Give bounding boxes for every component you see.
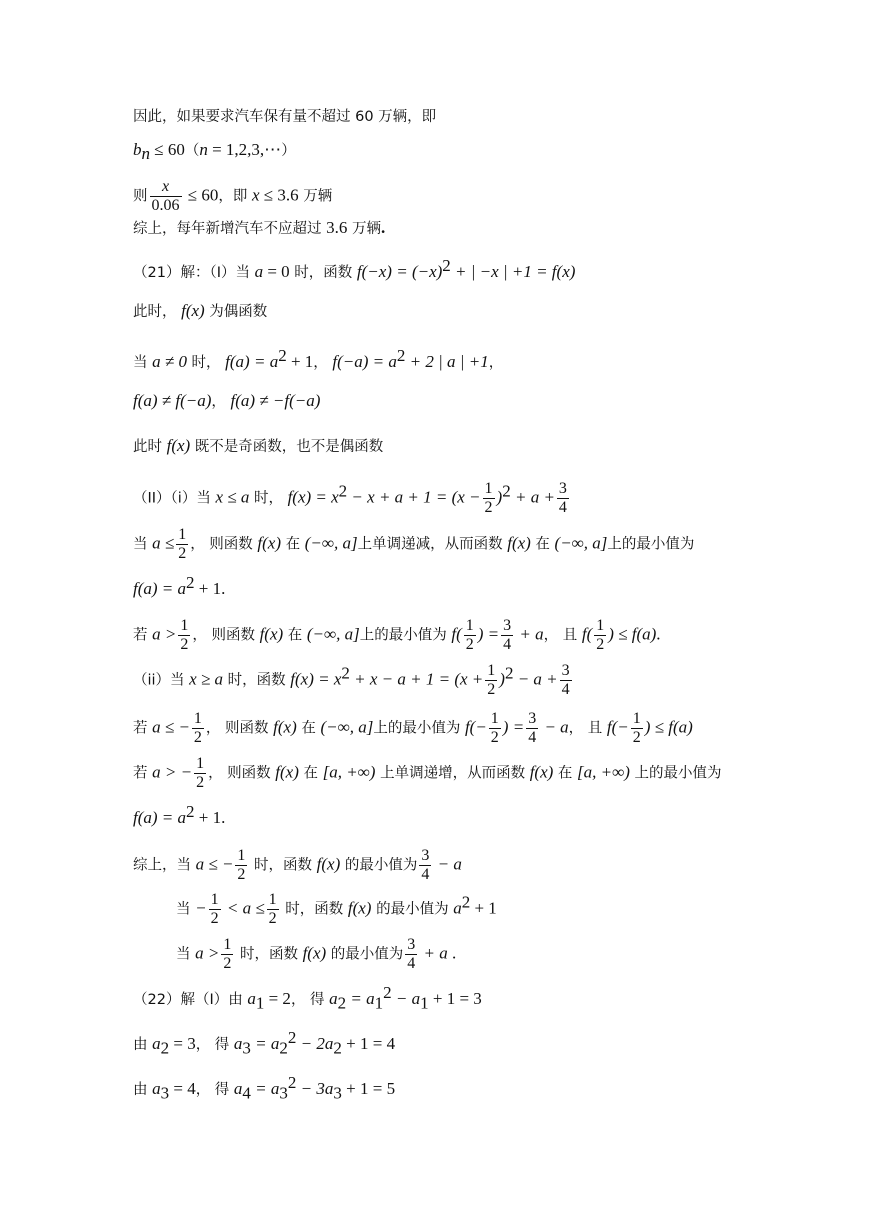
fraction [235,847,247,884]
period: . [221,579,226,599]
text: 的最小值为 [340,857,418,874]
fraction [594,617,606,654]
denominator: 2 [632,729,641,746]
exponent: 2 [442,256,451,275]
expr: ≤ 60 [150,140,185,159]
numerator: 1 [632,710,641,727]
expr: = a [250,1034,280,1054]
var: a [329,989,338,1009]
subscript: 3 [279,1083,288,1103]
denominator: 2 [193,729,202,746]
expr: f( [581,624,593,644]
exponent: 2 [338,481,348,501]
expr: f(a) = a [133,808,187,828]
expr: ≤ 3.6 [259,185,299,205]
denominator: 4 [421,866,430,883]
text: 若 [133,765,153,782]
paren: ） [281,143,296,159]
var: b [133,140,142,159]
denominator: 2 [487,681,496,698]
exponent: 2 [383,983,392,1002]
expr: x ≤ a [215,487,250,507]
text: 时，函数 [223,672,291,689]
text: ， [211,394,231,410]
formula-line [133,983,482,1013]
text: 时，函数 [249,857,317,874]
expr: + 1 [194,579,222,599]
period: . [380,218,386,237]
formula-line [133,617,661,654]
denominator: 2 [210,910,219,927]
fraction [209,891,221,928]
formula-line [133,710,693,747]
expr: f(x) [507,533,531,553]
text: （22）解（I）由 [133,992,248,1009]
text: ， 则函数 [192,627,260,644]
subscript: 2 [279,1038,288,1058]
formula-line [133,573,225,599]
var: n [199,140,208,159]
text: 当 [176,946,196,963]
expr: f(a) = a [133,579,187,599]
text: 在 [298,765,323,782]
expr: f(− [606,717,629,737]
expr: + 1 = 3 [428,989,482,1009]
text: 时，函数 [280,901,348,918]
expr: f(a) ≠ f(−a) [133,391,212,410]
var: a [254,262,264,282]
text: ， [313,355,333,372]
text: 的最小值为 [371,901,454,918]
text: 时， [249,490,288,507]
subscript: 2 [337,993,347,1013]
numerator: 1 [487,662,496,679]
expr: a > [195,943,220,963]
expr: f(x) [529,762,554,782]
denominator: 4 [561,681,570,698]
text: 当 [176,901,196,918]
expr: a ≠ 0 [152,352,187,372]
expr: = 3 [169,1034,196,1054]
denominator: 2 [196,774,205,791]
expr: + x − a + 1 = (x + [349,669,484,689]
var: a [247,989,256,1009]
numerator: 3 [503,617,512,634]
fraction [194,755,206,792]
fraction [631,710,643,747]
expr: = 2 [264,989,291,1009]
text: ， 则函数 [190,536,258,553]
expr: = 1,2,3,⋯ [207,140,282,159]
numerator: 1 [178,526,187,543]
expr: − [195,898,207,918]
denominator: 4 [558,499,567,516]
text: ， 则函数 [205,720,274,737]
expr: ) ≤ f(a) [644,717,693,737]
text: 在 [296,720,321,737]
expr: f(x) [257,533,282,553]
text: 在 [530,536,555,553]
denominator: 2 [490,729,499,746]
denominator: 2 [180,636,189,653]
formula-line [133,1028,395,1058]
formula-line [133,847,462,884]
subscript: 3 [160,1083,170,1103]
numerator: 3 [528,710,537,727]
text: 则 [133,188,148,205]
exponent: 2 [504,663,514,683]
fraction [192,710,204,747]
expr: + | −x | +1 = f(x) [450,262,576,282]
expr: a > [152,624,177,644]
text: 若 [133,627,153,644]
subscript: 1 [374,993,384,1013]
fraction [419,847,431,884]
text: 当 [133,355,153,372]
var: a [233,1079,243,1099]
expr: f(a) = a [225,352,279,372]
expr: = a [250,1079,280,1099]
expr: − 3a [296,1079,334,1099]
denominator: 4 [407,955,416,972]
expr: f(x) = x [287,487,339,507]
expr: f(− [464,717,487,737]
denominator: 2 [484,499,493,516]
text: ， 且 [543,627,582,644]
formula-line [133,755,721,792]
interval: [a, +∞) [322,762,376,782]
numerator: 1 [484,480,493,497]
exponent: 2 [287,1028,297,1047]
text: 因此，如果要求汽车保有量不超过 60 万辆，即 [133,109,437,125]
numerator: 3 [561,662,570,679]
subscript: 3 [242,1038,251,1058]
exponent: 2 [341,663,350,683]
denominator: 2 [223,955,232,972]
exponent: 2 [396,346,406,365]
formula-line [133,526,694,563]
exponent: 2 [186,802,195,821]
text: 上的最小值为 [607,536,695,553]
text: 上的最小值为 [359,627,452,644]
text: （21）解：（I）当 [133,265,255,282]
expr: + 1 = 4 [341,1034,396,1054]
expr: f(x) [181,301,205,320]
text: 时， [186,355,226,372]
numerator: 1 [210,891,219,908]
expr: f(a) ≠ −f(−a) [230,391,321,410]
expr: ) [496,487,503,507]
formula-line [133,662,574,699]
text: 时，函数 [289,265,357,282]
text: 综上，当 [133,857,196,874]
expr: x ≥ a [189,669,224,689]
paren: （ [184,143,200,159]
expr: + 1 [194,808,222,828]
period: . [656,624,661,644]
formula-line [176,936,456,973]
text: 上单调递增，从而函数 [375,765,530,782]
number: 3.6 [326,218,348,237]
interval: (−∞, a] [320,717,374,737]
var: x [251,185,260,205]
fraction [150,178,182,215]
text: 在 [281,536,305,553]
fraction [560,662,572,699]
denominator: 2 [596,636,605,653]
denominator: 0.06 [151,197,180,214]
numerator: 1 [596,617,605,634]
expr: f(x) [302,943,327,963]
text-line [133,436,383,457]
expr: ) = [477,624,500,644]
text-line [133,256,575,283]
expr: a ≤ − [195,854,234,874]
denominator: 2 [178,545,187,562]
expr: + 1 [470,898,497,918]
text: ， 则函数 [208,765,276,782]
var: a [152,1034,161,1054]
fraction [526,710,538,747]
text: ， 得 [195,1082,234,1099]
numerator: x [161,178,170,195]
expr: − x + a + 1 = (x − [347,487,481,507]
text: ， 且 [568,720,607,737]
text: 综上，每年新增汽车不应超过 [133,221,327,237]
text: 若 [133,720,153,737]
fraction [221,936,233,973]
numerator: 1 [490,710,499,727]
exponent: 2 [287,1073,297,1092]
formula-line [133,802,225,828]
denominator: 2 [268,910,277,927]
expr: = 4 [169,1079,196,1099]
text: 万辆 [298,188,333,205]
sub: n [141,144,150,164]
numerator: 1 [196,755,205,772]
text: 的最小值为 [326,946,404,963]
expr: − 2a [296,1034,334,1054]
subscript: 2 [333,1038,342,1058]
expr: f(x) [273,717,297,737]
var: a [152,1079,161,1099]
period: . [447,943,457,963]
subscript: 1 [420,993,429,1013]
text-line [133,106,436,127]
interval: [a, +∞) [577,762,630,782]
expr: + 1 = 5 [341,1079,396,1099]
expr: + 1 [286,352,314,372]
fraction [485,662,497,699]
expr: f(x) [347,898,372,918]
text-line [133,301,267,322]
denominator: 2 [465,636,474,653]
expr: − a [391,989,421,1009]
formula-line [133,178,332,215]
fraction [178,617,190,654]
text: 由 [133,1037,153,1054]
numerator: 1 [193,710,202,727]
expr: f(x) [166,436,191,455]
expr: ) [499,669,505,689]
exponent: 2 [186,573,195,592]
text: ，即 [218,188,252,205]
numerator: 1 [268,891,277,908]
text-line [133,218,385,239]
expr: ) = [502,717,525,737]
fraction [489,710,501,747]
subscript: 1 [255,993,265,1013]
expr: + a [419,943,448,963]
text: 万辆 [347,221,381,237]
fraction [483,480,495,517]
fraction [176,526,188,563]
expr: f(−a) = a [332,352,397,372]
formula-line [133,1073,395,1103]
expr: − a [433,854,462,874]
numerator: 1 [223,936,232,953]
subscript: 3 [333,1083,342,1103]
expr: a > − [152,762,193,782]
expr: f( [451,624,462,644]
interval: (−∞, a] [306,624,360,644]
text: （ii）当 [133,672,190,689]
fraction [464,617,476,654]
numerator: 3 [421,847,430,864]
exponent: 2 [278,346,287,365]
denominator: 4 [528,729,537,746]
text: 由 [133,1082,153,1099]
formula-line [133,391,320,412]
text: ， [488,355,504,372]
var: a [453,898,462,918]
expr: f(x) = x [290,669,342,689]
exponent: 2 [502,481,511,501]
text: （II）（i）当 [133,490,216,507]
expr: f(x) [316,854,341,874]
text: 此时， [133,304,182,320]
text: 在 [553,765,577,782]
expr: − a + [513,669,558,689]
expr: = 0 [263,262,290,282]
fraction [267,891,279,928]
expr: a ≤ − [152,717,190,737]
exponent: 2 [461,892,471,912]
interval: (−∞, a] [304,533,358,553]
numerator: 1 [237,847,246,864]
fraction [405,936,417,973]
text: 在 [283,627,307,644]
fraction [557,480,569,517]
var: a [233,1034,243,1054]
numerator: 3 [558,480,567,497]
text: 此时 [133,439,167,455]
text: ， 得 [290,992,330,1009]
interval: (−∞, a] [554,533,608,553]
expr: ≤ 60 [183,185,219,205]
formula-line [133,140,296,164]
text: 当 [133,536,153,553]
text: 上的最小值为 [629,765,722,782]
expr: f(x) [259,624,284,644]
expr: f(x) [275,762,299,782]
numerator: 1 [180,617,189,634]
expr: + a [515,624,544,644]
text: 时，函数 [235,946,303,963]
numerator: 3 [407,936,416,953]
expr: a ≤ [152,533,175,553]
expr: + a + [510,487,555,507]
text: 为偶函数 [204,304,268,320]
period: . [221,808,226,828]
expr: f(−x) = (−x) [356,262,443,282]
denominator: 4 [503,636,512,653]
text: ， 得 [195,1037,234,1054]
formula-line [176,891,497,928]
denominator: 2 [237,866,246,883]
text: 上单调递减，从而函数 [357,536,508,553]
expr: ) ≤ f(a) [608,624,657,644]
text: 上的最小值为 [373,720,465,737]
fraction [501,617,513,654]
expr: − a [540,717,569,737]
expr: < a ≤ [222,898,265,918]
subscript: 2 [160,1038,170,1058]
text-line [133,346,503,373]
numerator: 1 [465,617,474,634]
subscript: 4 [242,1083,251,1103]
expr: = a [346,989,375,1009]
text: 既不是奇函数，也不是偶函数 [190,439,384,455]
formula-line [133,480,571,517]
expr: + 2 | a | +1 [405,352,489,372]
